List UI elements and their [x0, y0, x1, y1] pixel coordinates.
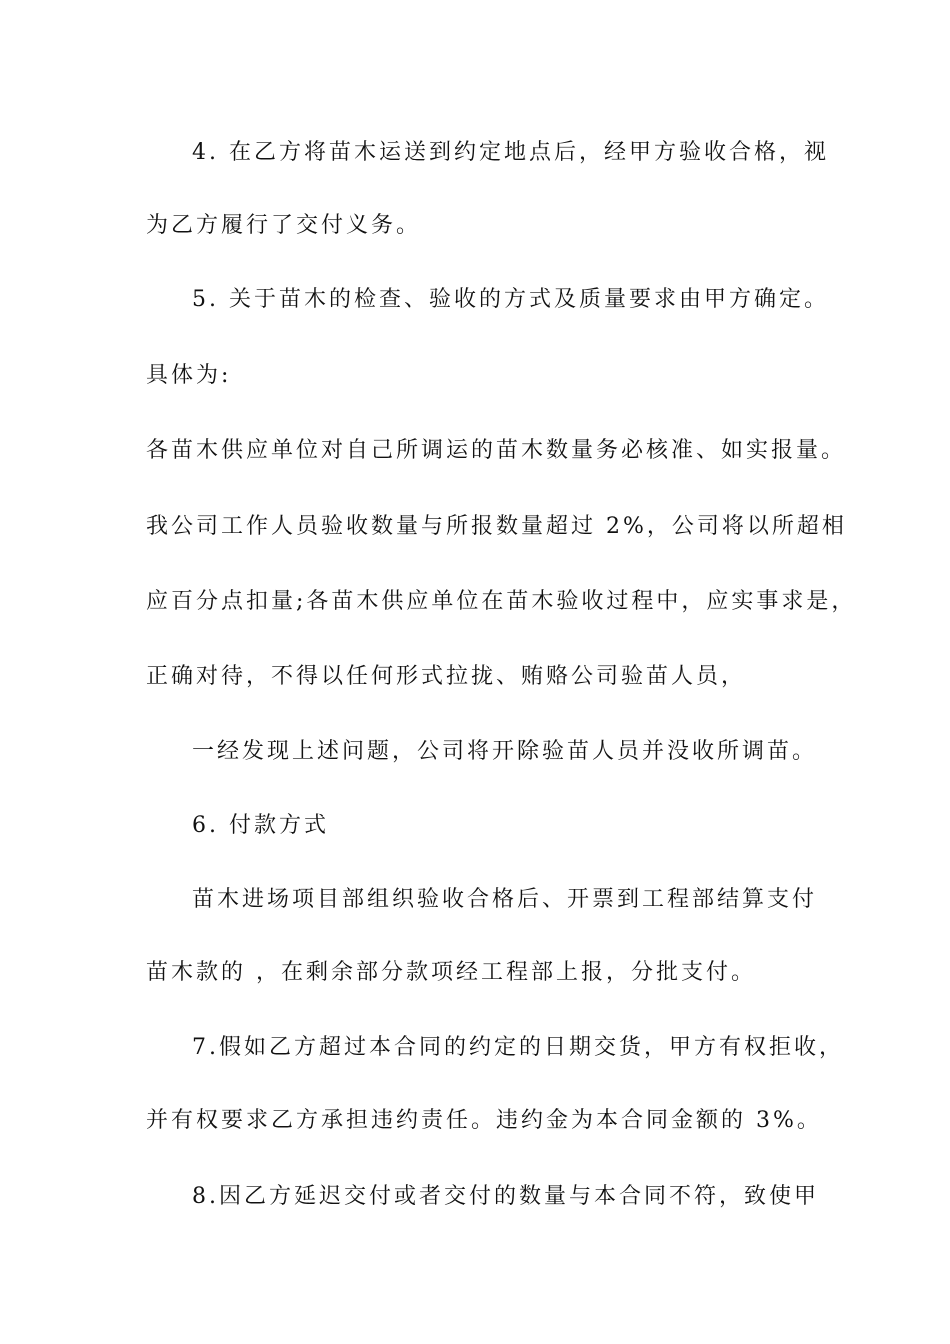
- clause-5-line-1: 5. 关于苗木的检查、验收的方式及质量要求由甲方确定。: [192, 287, 829, 312]
- clause-6-line-1: 苗木进场项目部组织验收合格后、开票到工程部结算支付: [192, 887, 818, 912]
- clause-8-line-1: 8.因乙方延迟交付或者交付的数量与本合同不符，致使甲: [192, 1184, 819, 1209]
- clause-5-line-2: 具体为:: [146, 363, 232, 388]
- inspection-rule-line-2: 我公司工作人员验收数量与所报数量超过 2%，公司将以所超相: [146, 514, 847, 539]
- clause-4-line-1: 4. 在乙方将苗木运送到约定地点后，经甲方验收合格，视: [192, 140, 829, 165]
- clause-6-line-2: 苗木款的 ，在剩余部分款项经工程部上报，分批支付。: [146, 960, 756, 985]
- inspection-rule-line-3: 应百分点扣量;各苗木供应单位在苗木验收过程中，应实事求是，: [146, 589, 857, 614]
- inspection-rule-line-4: 正确对待，不得以任何形式拉拢、贿赂公司验苗人员，: [146, 664, 747, 689]
- clause-6-heading: 6. 付款方式: [192, 813, 329, 838]
- inspection-rule-line-5: 一经发现上述问题，公司将开除验苗人员并没收所调苗。: [192, 739, 818, 764]
- clause-7-line-1: 7.假如乙方超过本合同的约定的日期交货，甲方有权拒收，: [192, 1035, 844, 1060]
- clause-4-line-2: 为乙方履行了交付义务。: [146, 213, 422, 238]
- inspection-rule-line-1: 各苗木供应单位对自己所调运的苗木数量务必核准、如实报量。: [146, 438, 847, 463]
- clause-7-line-2: 并有权要求乙方承担违约责任。违约金为本合同金额的 3%。: [146, 1108, 822, 1133]
